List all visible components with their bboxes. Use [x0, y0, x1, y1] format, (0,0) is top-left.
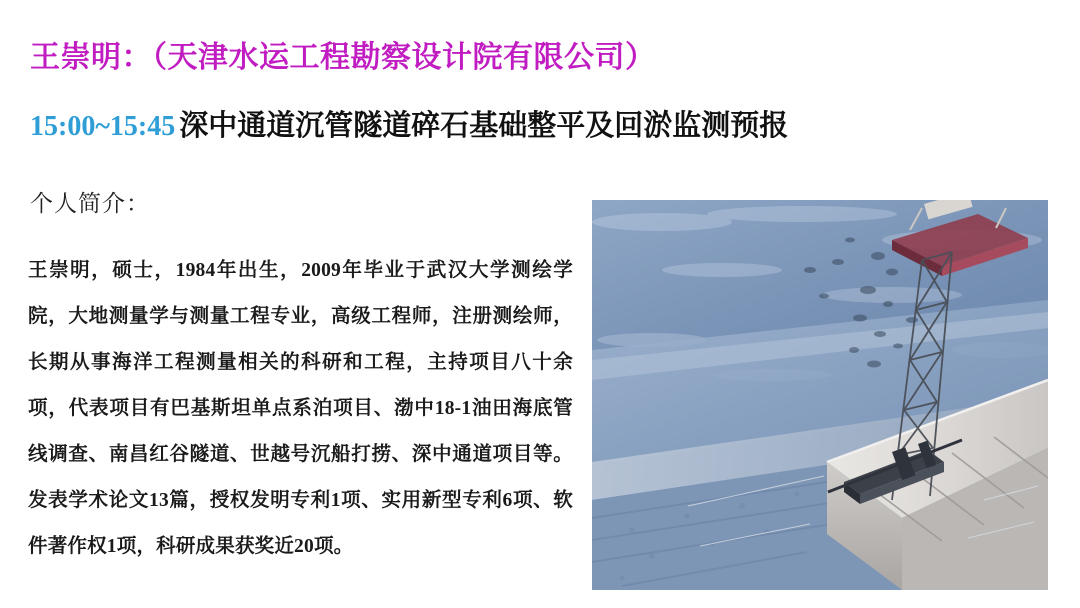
session-time: 15:00~15:45	[30, 111, 176, 142]
bio-paragraph: 王崇明，硕士，1984年出生，2009年毕业于武汉大学测绘学院，大地测量学与测量工程专业，高级工程师，注册测绘师，长期从事海洋工程测量相关的科研和工程，主持项目八十余项，代表项目有巴基斯坦单点系泊项目、渤中18-1油田海底管线调查、南昌红谷隧道、世越号沉船打捞、深中通道项目等。发表学术论文13篇，授权发明专利1项、实用新型专利6项、软件著作权1项，科研成果获奖近20项。	[28, 260, 573, 557]
session-topic: 深中通道沉管隧道碎石基础整平及回淤监测预报	[179, 110, 789, 142]
speaker-name-and-affiliation: 王崇明：（天津水运工程勘察设计院有限公司）	[30, 41, 656, 74]
bio-body	[28, 248, 573, 570]
project-illustration	[592, 200, 1048, 590]
bio-heading: 个人简介：	[30, 191, 150, 216]
underwater-tunnel-render-svg	[592, 200, 1048, 590]
session-title-line	[30, 103, 1070, 144]
